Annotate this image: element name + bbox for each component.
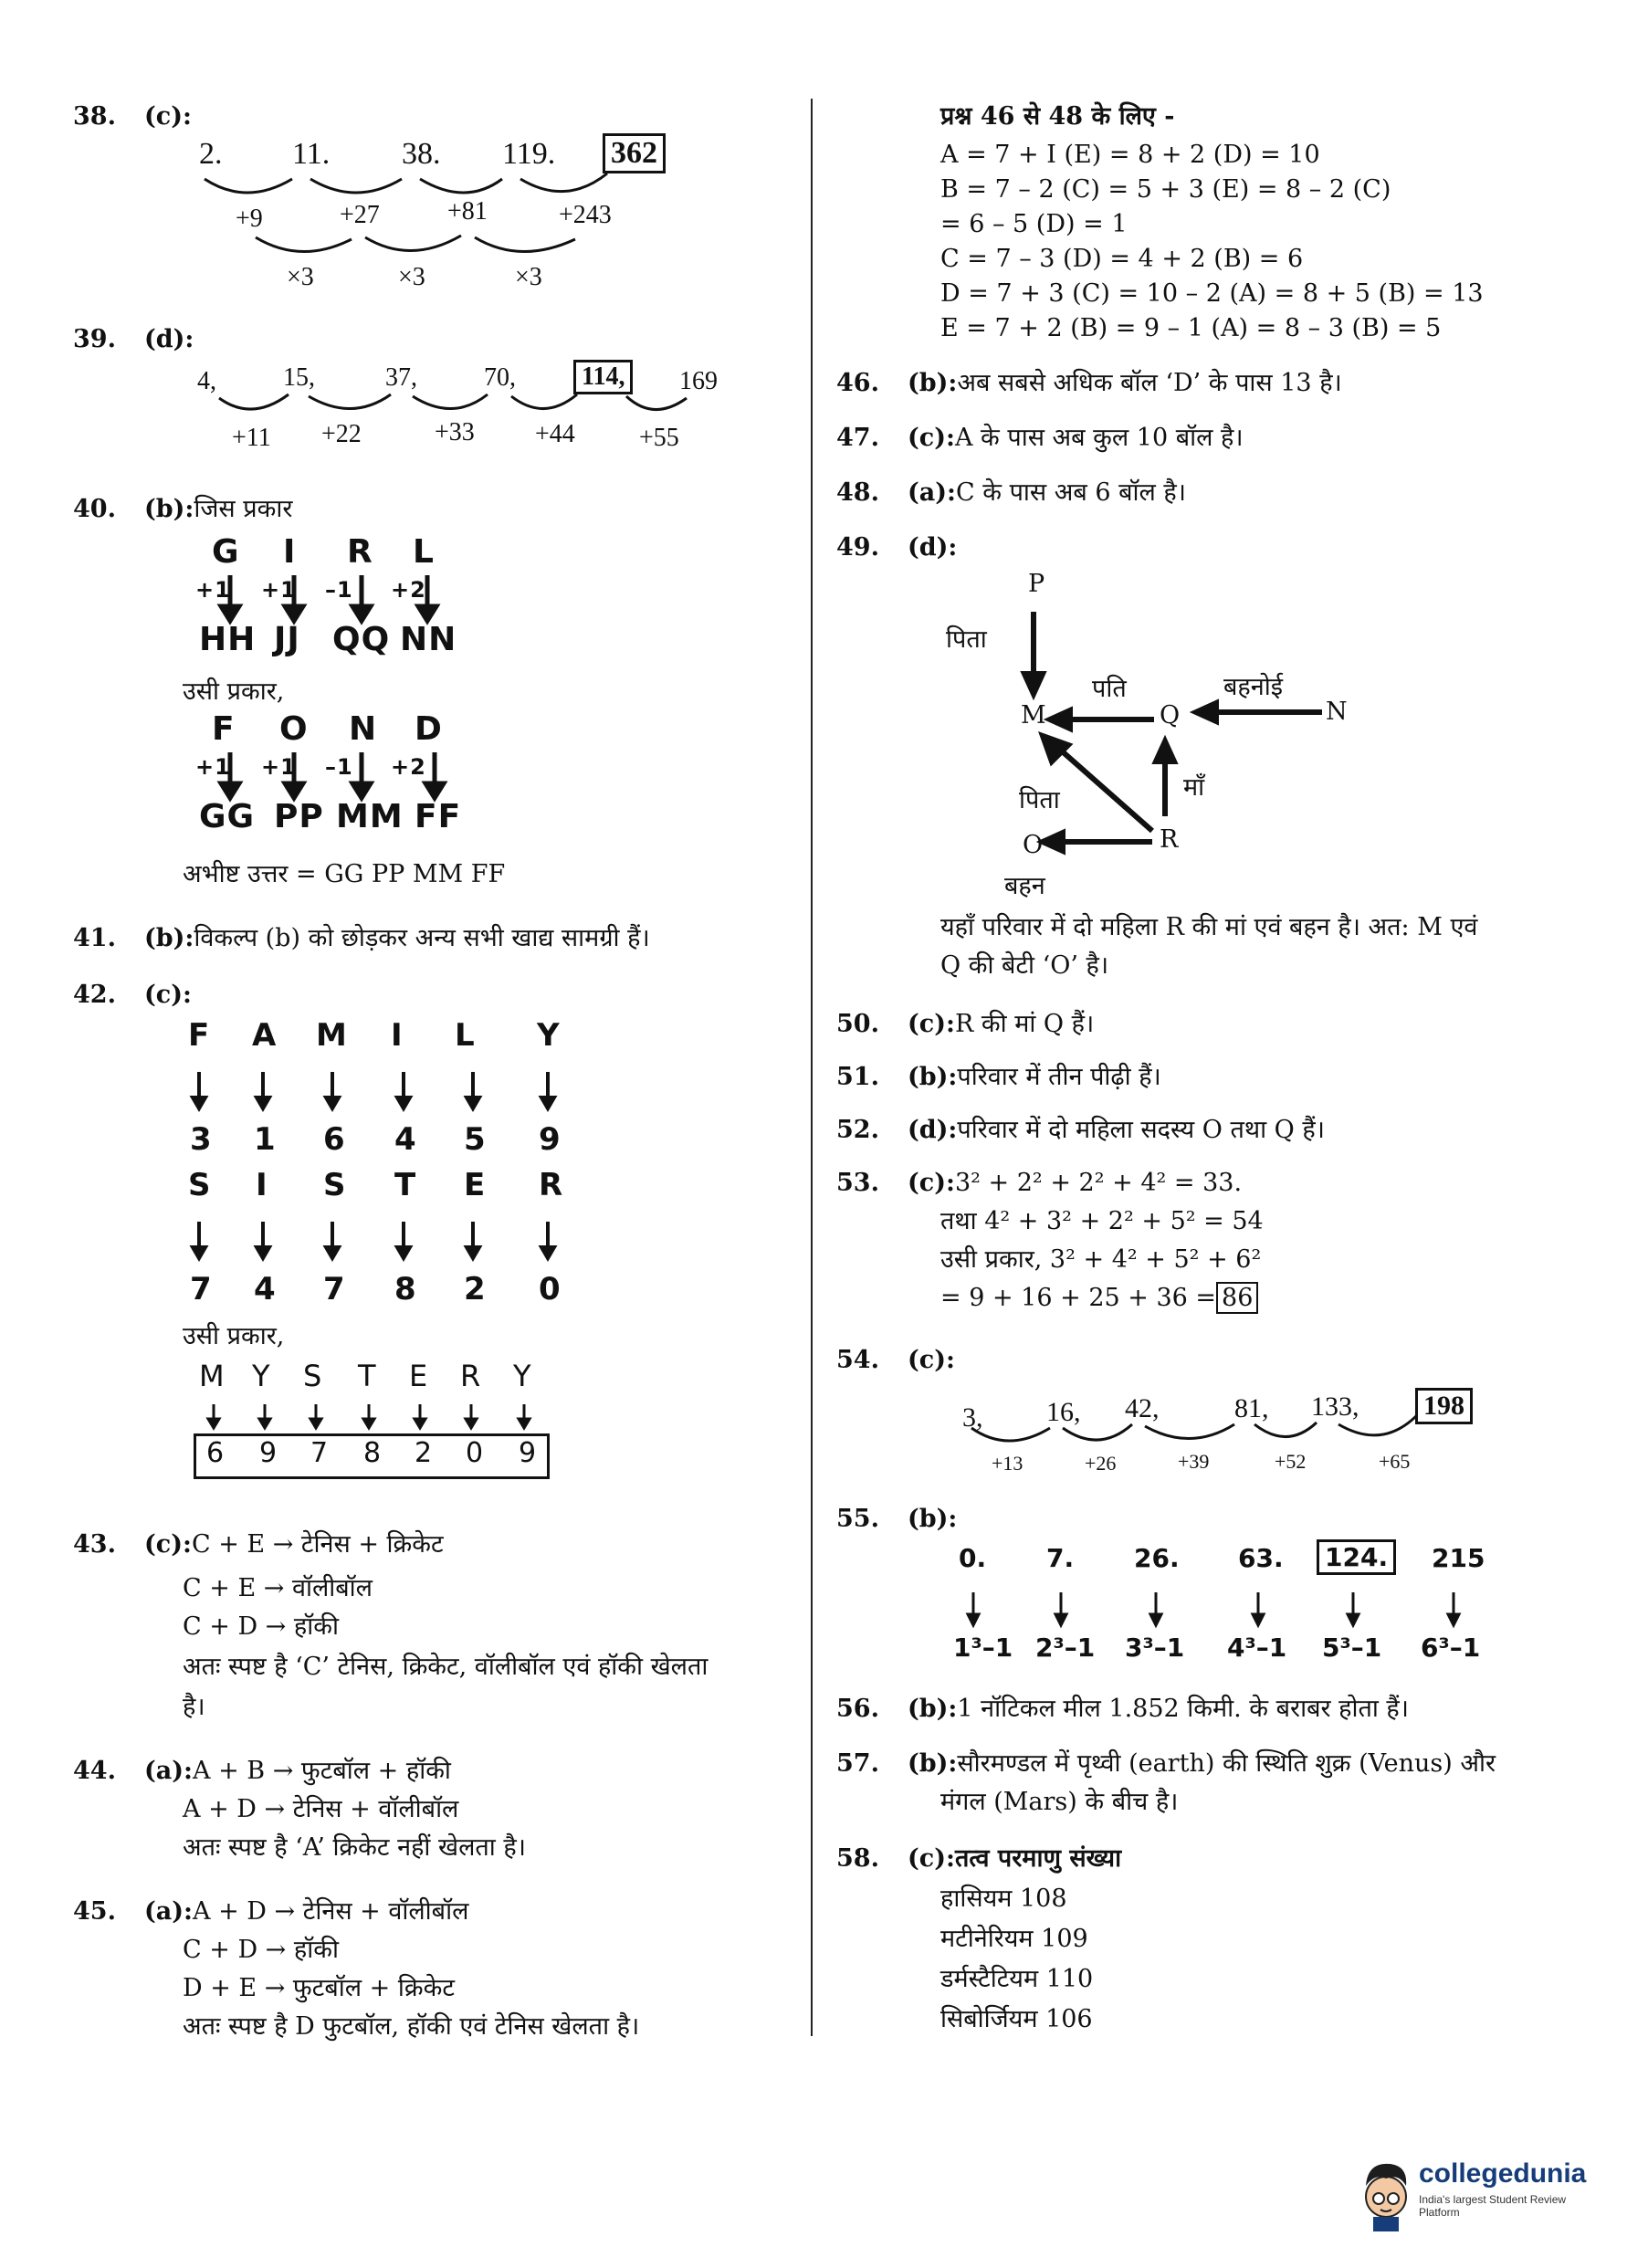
q58-header xyxy=(836,1841,1121,1877)
q56-number: 56. xyxy=(836,1695,879,1723)
q55-form: 4³–1 xyxy=(1227,1633,1287,1663)
q46-48-line: = 6 – 5 (D) = 1 xyxy=(940,210,1128,238)
q43-header xyxy=(73,1527,444,1563)
q50-text: R की मां Q हैं। xyxy=(954,1010,1095,1038)
q51-answer: (b): xyxy=(908,1063,958,1091)
q39-add: +33 xyxy=(435,418,475,446)
q52-number: 52. xyxy=(836,1116,879,1144)
q39-term: 4, xyxy=(197,367,216,395)
q42-letter: S xyxy=(323,1167,347,1203)
q56-answer: (b): xyxy=(908,1695,958,1723)
q42-letter: I xyxy=(391,1017,404,1054)
q46-text: अब सबसे अधिक बॉल ‘D’ के पास 13 है। xyxy=(957,369,1342,397)
q42-code: 1 xyxy=(254,1121,277,1158)
q42-arrows xyxy=(188,1017,590,1309)
q54-number: 54. xyxy=(836,1346,879,1374)
q44-answer: (a): xyxy=(144,1757,194,1785)
q42-letter: T xyxy=(358,1359,377,1393)
q42-code: 7 xyxy=(190,1271,213,1307)
q46-answer: (b): xyxy=(908,369,958,397)
q42-letter: E xyxy=(464,1167,487,1203)
q47-answer: (c): xyxy=(908,424,955,452)
logo-tagline: India's largest Student Review Platform xyxy=(1419,2193,1567,2219)
q52-header xyxy=(836,1112,1325,1149)
q38-term: 119. xyxy=(502,137,556,171)
q42-letter: M xyxy=(316,1017,348,1054)
q42-code: 2 xyxy=(464,1271,487,1307)
column-divider xyxy=(811,99,813,2036)
q49-line: यहाँ परिवार में दो महिला R की मां एवं बहन है। अत: M एवं xyxy=(940,913,1478,941)
q44-header xyxy=(73,1753,451,1790)
q54-term: 42, xyxy=(1125,1393,1160,1423)
q45-line: D + E → फुटबॉल + क्रिकेट xyxy=(183,1974,455,2002)
q40-op: –1 xyxy=(325,577,353,603)
q42-answer-code: 8 xyxy=(363,1437,383,1469)
q38-mult: ×3 xyxy=(515,263,542,291)
q39-term: 169 xyxy=(679,367,718,395)
q40-arrowhead xyxy=(352,606,371,621)
q40-arrowhead xyxy=(425,783,444,798)
q43-line: अतः स्पष्ट है ‘C’ टेनिस, क्रिकेट, वॉलीबॉल एवं हॉकी खेलता xyxy=(183,1653,709,1681)
q55-form: 6³–1 xyxy=(1421,1633,1481,1663)
q51-header xyxy=(836,1059,1161,1096)
q53-number: 53. xyxy=(836,1169,879,1197)
q54-term: 81, xyxy=(1234,1393,1269,1423)
q49-header xyxy=(836,530,957,566)
q42-answer-code: 2 xyxy=(415,1437,434,1469)
q38-add: +243 xyxy=(559,201,612,229)
q54-add: +65 xyxy=(1379,1450,1411,1473)
node-m: M xyxy=(1021,701,1046,730)
q43-line: है। xyxy=(183,1693,205,1721)
q38-term: 11. xyxy=(292,137,331,171)
q54-add: +26 xyxy=(1085,1452,1117,1475)
label-sister: बहन xyxy=(1004,872,1045,900)
q38-add: +81 xyxy=(447,197,488,226)
q55-term: 215 xyxy=(1432,1543,1485,1573)
q53-line: 3² + 2² + 2² + 4² = 33. xyxy=(954,1169,1243,1197)
q40-op: +2 xyxy=(391,754,426,780)
q43-number: 43. xyxy=(73,1530,116,1559)
q52-text: परिवार में दो महिला सदस्य O तथा Q हैं। xyxy=(957,1116,1325,1144)
node-p: P xyxy=(1028,570,1045,598)
q42-letter: I xyxy=(256,1167,268,1203)
q42-letter: S xyxy=(188,1167,212,1203)
q56-header xyxy=(836,1691,1409,1727)
q42-answer-code: 0 xyxy=(466,1437,485,1469)
q53-answer: (c): xyxy=(908,1169,955,1197)
q39-arc-arrow xyxy=(511,394,577,409)
node-q: Q xyxy=(1160,701,1181,730)
q40-intro: जिस प्रकार xyxy=(194,495,293,523)
q39-answer: (d): xyxy=(144,325,194,353)
q38-arc-arrow xyxy=(475,237,575,252)
q42-letter: A xyxy=(252,1017,278,1054)
q39-arrows xyxy=(197,362,745,462)
q38-arc-arrow xyxy=(365,236,461,251)
q55-term: 26. xyxy=(1134,1543,1180,1573)
q46-48-line: A = 7 + I (E) = 8 + 2 (D) = 10 xyxy=(940,141,1320,169)
q40-letter: D xyxy=(415,710,443,748)
q45-header xyxy=(73,1894,468,1930)
label-mother: माँ xyxy=(1183,773,1205,802)
q42-code: 4 xyxy=(394,1121,417,1158)
q38-arrows xyxy=(192,137,703,292)
q38-arc-arrow xyxy=(420,179,502,193)
q55-form: 5³–1 xyxy=(1322,1633,1382,1663)
q48-text: C के पास अब 6 बॉल है। xyxy=(956,478,1186,507)
q48-number: 48. xyxy=(836,478,879,507)
q40-letter: R xyxy=(347,533,373,571)
q49-family-arrows xyxy=(940,566,1379,904)
q55-form: 3³–1 xyxy=(1125,1633,1185,1663)
q39-term: 70, xyxy=(484,363,516,392)
q55-term: 7. xyxy=(1046,1543,1075,1573)
q40-answer: (b): xyxy=(144,495,194,523)
q40-op: –1 xyxy=(325,754,353,780)
label-father-2: पिता xyxy=(1019,786,1060,814)
q46-48-line: C = 7 – 3 (D) = 4 + 2 (B) = 6 xyxy=(940,245,1304,273)
q40-letter: L xyxy=(413,533,435,571)
q40-result: JJ xyxy=(274,621,300,658)
q40-letter: G xyxy=(212,533,240,571)
q42-letter: T xyxy=(394,1167,417,1203)
q41-header xyxy=(73,920,650,957)
q51-number: 51. xyxy=(836,1063,879,1091)
q44-line: अतः स्पष्ट है ‘A’ क्रिकेट नहीं खेलता है। xyxy=(183,1833,526,1862)
q54-add: +52 xyxy=(1275,1450,1307,1473)
q54-add: +39 xyxy=(1178,1450,1210,1473)
node-n: N xyxy=(1326,698,1348,726)
q57-header xyxy=(836,1746,1496,1782)
q38-add: +27 xyxy=(340,201,380,229)
q39-answer-term: 114, xyxy=(573,360,633,394)
q38-mult: ×3 xyxy=(398,263,425,291)
q42-answer-code: 6 xyxy=(206,1437,226,1469)
q45-number: 45. xyxy=(73,1897,116,1926)
q40-final-answer: अभीष्ट उत्तर = GG PP MM FF xyxy=(183,860,506,888)
q55-form: 2³–1 xyxy=(1035,1633,1096,1663)
q41-answer: (b): xyxy=(144,924,194,952)
q46-48-line: E = 7 + 2 (B) = 9 – 1 (A) = 8 – 3 (B) = 5 xyxy=(940,314,1442,342)
q54-arc-arrow xyxy=(1338,1415,1417,1435)
q41-number: 41. xyxy=(73,924,116,952)
q54-header xyxy=(836,1342,955,1379)
q43-line: C + E → वॉलीबॉल xyxy=(183,1574,373,1602)
q38-arc-arrow xyxy=(205,179,292,193)
q55-term: 63. xyxy=(1238,1543,1284,1573)
q52-answer: (d): xyxy=(908,1116,958,1144)
q39-term: 37, xyxy=(385,363,417,392)
q42-code: 5 xyxy=(464,1121,487,1158)
q39-add: +11 xyxy=(232,424,271,452)
label-husband: पति xyxy=(1092,675,1127,703)
q40-result: PP xyxy=(274,798,324,835)
q39-term: 15, xyxy=(283,363,315,392)
q54-term: 3, xyxy=(962,1402,983,1433)
q46-number: 46. xyxy=(836,369,879,397)
q54-term: 133, xyxy=(1311,1391,1359,1422)
q40-op: +1 xyxy=(195,577,231,603)
q54-term: 16, xyxy=(1046,1397,1081,1427)
q54-arc-arrow xyxy=(1063,1424,1132,1440)
q40-arrowhead xyxy=(418,606,436,621)
q40-arrows-2 xyxy=(195,710,488,838)
q39-add: +44 xyxy=(535,420,575,448)
q40-result: GG xyxy=(199,798,256,835)
q58-heading: तत्व परमाणु संख्या xyxy=(954,1844,1122,1873)
q53-line: तथा 4² + 3² + 2² + 5² = 54 xyxy=(940,1207,1264,1235)
q38-term: 38. xyxy=(402,137,441,171)
q46-48-heading: प्रश्न 46 से 48 के लिए - xyxy=(940,102,1175,131)
q39-arc-arrow xyxy=(309,394,391,409)
node-o: O xyxy=(1023,831,1044,859)
q40-letter: O xyxy=(279,710,309,748)
q54-arc-arrow xyxy=(1145,1424,1234,1439)
q55-form: 1³–1 xyxy=(953,1633,1013,1663)
q45-answer: (a): xyxy=(144,1897,194,1926)
q42-letter: M xyxy=(199,1359,226,1393)
q55-answer-term: 124. xyxy=(1317,1539,1396,1575)
q48-header xyxy=(836,475,1186,511)
q46-48-line: B = 7 – 2 (C) = 5 + 3 (E) = 8 – 2 (C) xyxy=(940,175,1391,204)
q42-code: 4 xyxy=(254,1271,277,1307)
q57-answer: (b): xyxy=(908,1749,958,1778)
collegedunia-logo[interactable] xyxy=(1359,2146,1596,2237)
q40-result: NN xyxy=(400,621,457,658)
q48-answer: (a): xyxy=(908,478,957,507)
q50-number: 50. xyxy=(836,1010,879,1038)
q55-term: 0. xyxy=(959,1543,987,1573)
q42-answer: (c): xyxy=(144,981,192,1009)
q42-code: 8 xyxy=(394,1271,417,1307)
q44-line: A + B → फुटबॉल + हॉकी xyxy=(193,1757,451,1785)
q38-arc-arrow xyxy=(310,179,402,193)
q41-text: विकल्प (b) को छोड़कर अन्य सभी खाद्य सामग्री हैं। xyxy=(194,924,650,952)
q40-result: FF xyxy=(415,798,462,835)
q53-result: 86 xyxy=(1216,1282,1258,1314)
q42-number: 42. xyxy=(73,981,116,1009)
q40-op: +1 xyxy=(261,754,297,780)
q40-result: MM xyxy=(336,798,404,835)
q40-letter: F xyxy=(212,710,236,748)
q42-header xyxy=(73,977,192,1013)
q42-answer-code: 9 xyxy=(519,1437,538,1469)
q42-code: 0 xyxy=(539,1271,562,1307)
q58-line: डर्मस्टैटियम 110 xyxy=(940,1965,1094,1993)
q38-answer-term: 362 xyxy=(603,133,666,173)
q42-letter: Y xyxy=(252,1359,271,1393)
q46-header xyxy=(836,365,1342,402)
q57-line: मंगल (Mars) के बीच है। xyxy=(940,1788,1179,1816)
q42-answer-code: 9 xyxy=(259,1437,278,1469)
q43-answer: (c): xyxy=(144,1530,192,1559)
q53-line: = 9 + 16 + 25 + 36 = xyxy=(940,1284,1217,1312)
q42-code: 7 xyxy=(323,1271,346,1307)
q46-48-line: D = 7 + 3 (C) = 10 – 2 (A) = 8 + 5 (B) = 13 xyxy=(940,279,1484,308)
q39-arc-arrow xyxy=(219,394,289,409)
node-r: R xyxy=(1160,825,1179,854)
q49-answer: (d): xyxy=(908,533,958,562)
q40-op: +1 xyxy=(261,577,297,603)
q44-line: A + D → टेनिस + वॉलीबॉल xyxy=(183,1795,459,1823)
q53-line: उसी प्रकार, 3² + 4² + 5² + 6² xyxy=(940,1245,1262,1274)
q58-number: 58. xyxy=(836,1844,879,1873)
q47-text: A के पास अब कुल 10 बॉल है। xyxy=(954,424,1244,452)
q49-number: 49. xyxy=(836,533,879,562)
q42-letter: E xyxy=(409,1359,429,1393)
q42-letter: Y xyxy=(537,1017,561,1054)
q40-op: +2 xyxy=(391,577,426,603)
q55-arrows xyxy=(953,1543,1501,1671)
q54-arrows xyxy=(962,1388,1474,1479)
q40-header xyxy=(73,491,292,528)
arrow-r-to-m xyxy=(1059,749,1152,831)
q38-header xyxy=(73,99,192,135)
q43-line: C + D → हॉकी xyxy=(183,1612,339,1641)
q40-arrowhead xyxy=(352,783,371,798)
label-brother-in-law: बहनोई xyxy=(1223,673,1283,701)
q40-letter: I xyxy=(283,533,297,571)
q45-line: अतः स्पष्ट है D फुटबॉल, हॉकी एवं टेनिस खेलता है। xyxy=(183,2012,640,2041)
q40-arrowhead xyxy=(285,606,303,621)
q39-add: +55 xyxy=(639,424,679,452)
q57-number: 57. xyxy=(836,1749,879,1778)
logo-name: collegedunia xyxy=(1419,2158,1587,2189)
q40-result: QQ xyxy=(332,621,391,658)
q40-arrowhead xyxy=(221,606,239,621)
q42-code: 3 xyxy=(190,1121,213,1158)
q53-final-line xyxy=(940,1280,1258,1317)
q40-result: HH xyxy=(199,621,257,658)
q50-answer: (c): xyxy=(908,1010,955,1038)
q42-answer-codes xyxy=(195,1437,551,1479)
q42-similarly: उसी प्रकार, xyxy=(183,1322,285,1350)
label-father: पिता xyxy=(946,625,987,654)
q42-mystery-arrows xyxy=(195,1359,561,1432)
q58-line: मटीनेरियम 109 xyxy=(940,1925,1088,1953)
q50-header xyxy=(836,1006,1094,1043)
q58-answer: (c): xyxy=(908,1844,955,1873)
q47-number: 47. xyxy=(836,424,879,452)
q40-arrows-1 xyxy=(195,533,488,661)
q47-header xyxy=(836,420,1244,457)
q55-number: 55. xyxy=(836,1505,879,1533)
q40-arrowhead xyxy=(285,783,303,798)
q54-arc-arrow xyxy=(971,1428,1050,1441)
q58-line: सिबोर्जियम 106 xyxy=(940,2005,1093,2033)
q39-arc-arrow xyxy=(626,396,687,410)
q54-arc-arrow xyxy=(1254,1423,1317,1437)
q38-answer: (c): xyxy=(144,102,192,131)
q40-letter: N xyxy=(349,710,378,748)
q49-line: Q की बेटी ‘O’ है। xyxy=(940,951,1109,980)
q45-line: A + D → टेनिस + वॉलीबॉल xyxy=(193,1897,469,1926)
q38-number: 38. xyxy=(73,102,116,131)
q55-header xyxy=(836,1501,957,1538)
q42-letter: F xyxy=(188,1017,211,1054)
q42-letter: S xyxy=(303,1359,323,1393)
q40-similarly: उसी प्रकार, xyxy=(183,677,285,706)
q56-text: 1 नॉटिकल मील 1.852 किमी. के बराबर होता हैं। xyxy=(957,1695,1409,1723)
q44-number: 44. xyxy=(73,1757,116,1785)
q38-add: +9 xyxy=(236,205,263,233)
q39-arc-arrow xyxy=(413,394,488,409)
q38-term: 2. xyxy=(199,137,223,171)
q54-answer: (c): xyxy=(908,1346,955,1374)
q54-answer-term: 198 xyxy=(1415,1388,1473,1424)
q40-arrowhead xyxy=(221,783,239,798)
q55-answer: (b): xyxy=(908,1505,958,1533)
q40-op: +1 xyxy=(195,754,231,780)
q53-header xyxy=(836,1165,1242,1202)
q38-mult: ×3 xyxy=(287,263,314,291)
q40-number: 40. xyxy=(73,495,116,523)
q42-answer-code: 7 xyxy=(310,1437,330,1469)
q54-add: +13 xyxy=(992,1452,1023,1475)
q42-letter: L xyxy=(455,1017,476,1054)
q42-letter: R xyxy=(539,1167,564,1203)
q43-line: C + E → टेनिस + क्रिकेट xyxy=(191,1530,444,1559)
q38-arc-arrow xyxy=(520,173,607,192)
q39-number: 39. xyxy=(73,325,116,353)
q38-arc-arrow xyxy=(256,237,352,252)
q39-add: +22 xyxy=(321,420,362,448)
q45-line: C + D → हॉकी xyxy=(183,1936,339,1964)
q39-header xyxy=(73,321,194,358)
q42-letter: R xyxy=(460,1359,482,1393)
q51-text: परिवार में तीन पीढ़ी हैं। xyxy=(957,1063,1161,1091)
mascot-icon xyxy=(1359,2146,1413,2237)
q42-letter: Y xyxy=(513,1359,532,1393)
q57-line: सौरमण्डल में पृथ्वी (earth) की स्थिति शुक्र (Venus) और xyxy=(957,1749,1496,1778)
q42-code: 6 xyxy=(323,1121,346,1158)
q58-line: हासियम 108 xyxy=(940,1885,1067,1913)
q42-code: 9 xyxy=(539,1121,562,1158)
